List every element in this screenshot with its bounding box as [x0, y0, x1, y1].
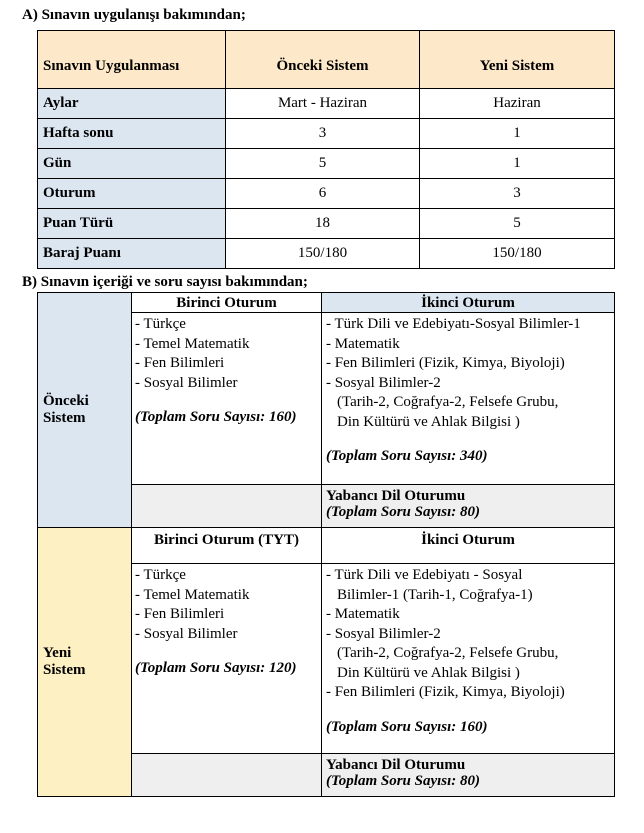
exam-application-table: [37, 30, 615, 269]
old-system-label: [38, 293, 132, 528]
table-row: [38, 149, 615, 179]
old-value: 150/180: [226, 239, 420, 269]
header-application: Sınavın Uygulanması: [38, 31, 226, 89]
list-item: - Matematik: [326, 335, 400, 352]
old-value: Mart - Haziran: [226, 89, 420, 119]
new-first-total: (Toplam Soru Sayısı: 120): [135, 660, 297, 676]
old-foreign-title: Yabancı Dil Oturumu: [326, 488, 466, 504]
list-item: Din Kültürü ve Ahlak Bilgisi ): [337, 413, 520, 430]
list-item: - Fen Bilimleri: [135, 355, 225, 371]
old-system-line1: Önceki: [43, 393, 89, 409]
new-value: 1: [420, 149, 615, 179]
list-item: - Matematik: [326, 606, 400, 622]
list-item: - Türkçe: [135, 316, 186, 332]
new-value: 5: [420, 209, 615, 239]
new-system-line1: Yeni: [43, 645, 72, 661]
new-system-line2: Sistem: [43, 662, 86, 678]
old-second-total: (Toplam Soru Sayısı: 340): [326, 448, 488, 464]
list-item: - Sosyal Bilimler: [135, 374, 238, 391]
old-foreign-empty: [132, 485, 322, 528]
row-label: Oturum: [38, 179, 226, 209]
exam-content-table: [37, 292, 615, 797]
table-row: [38, 89, 615, 119]
list-item: - Temel Matematik: [135, 335, 250, 352]
list-item: - Sosyal Bilimler-2: [326, 374, 441, 391]
new-first-session-content: [132, 564, 322, 754]
list-item: - Sosyal Bilimler-2: [326, 625, 441, 642]
list-item: Bilimler-1 (Tarih-1, Coğrafya-1): [337, 586, 533, 603]
old-first-total: (Toplam Soru Sayısı: 160): [135, 409, 297, 425]
list-item: - Fen Bilimleri (Fizik, Kimya, Biyoloji): [326, 355, 565, 371]
old-second-session-header: İkinci Oturum: [322, 293, 615, 313]
row-label: Hafta sonu: [38, 119, 226, 149]
table-row: [38, 209, 615, 239]
old-value: 6: [226, 179, 420, 209]
new-foreign-empty: [132, 754, 322, 797]
old-value: 3: [226, 119, 420, 149]
old-first-session-content: [132, 313, 322, 485]
old-foreign-language-cell: [322, 485, 615, 528]
new-foreign-language-cell: [322, 754, 615, 797]
list-item: - Temel Matematik: [135, 586, 250, 603]
table-row: [38, 119, 615, 149]
row-label: Gün: [38, 149, 226, 179]
section-a-heading: A) Sınavın uygulanışı bakımından;: [22, 7, 246, 23]
new-header-row: [38, 528, 615, 564]
old-system-line2: Sistem: [43, 410, 86, 426]
list-item: - Fen Bilimleri (Fizik, Kimya, Biyoloji): [326, 684, 565, 700]
header-new-system: Yeni Sistem: [420, 31, 615, 89]
list-item: - Türk Dili ve Edebiyatı-Sosyal Bilimler-1: [326, 316, 581, 332]
list-item: - Sosyal Bilimler: [135, 625, 238, 642]
row-label: Baraj Puanı: [38, 239, 226, 269]
table-row: [38, 239, 615, 269]
new-foreign-title: Yabancı Dil Oturumu: [326, 757, 466, 773]
list-item: Din Kültürü ve Ahlak Bilgisi ): [337, 664, 520, 681]
new-value: Haziran: [420, 89, 615, 119]
new-second-total: (Toplam Soru Sayısı: 160): [326, 718, 488, 735]
table-row: [38, 179, 615, 209]
new-value: 1: [420, 119, 615, 149]
new-first-session-header: Birinci Oturum (TYT): [132, 528, 322, 564]
old-second-session-content: [322, 313, 615, 485]
list-item: - Türk Dili ve Edebiyatı - Sosyal: [326, 567, 523, 583]
row-label: Puan Türü: [38, 209, 226, 239]
list-item: (Tarih-2, Coğrafya-2, Felsefe Grubu,: [337, 645, 559, 661]
old-value: 5: [226, 149, 420, 179]
new-system-label: [38, 528, 132, 797]
list-item: - Türkçe: [135, 567, 186, 583]
new-second-session-header: İkinci Oturum: [322, 528, 615, 564]
row-label: Aylar: [38, 89, 226, 119]
new-value: 150/180: [420, 239, 615, 269]
old-first-session-header: Birinci Oturum: [132, 293, 322, 313]
header-old-system: Önceki Sistem: [226, 31, 420, 89]
list-item: - Fen Bilimleri: [135, 606, 225, 622]
old-header-row: [38, 293, 615, 313]
new-second-session-content: [322, 564, 615, 754]
old-foreign-total: (Toplam Soru Sayısı: 80): [326, 504, 481, 520]
table-header-row: [38, 31, 615, 89]
list-item: (Tarih-2, Coğrafya-2, Felsefe Grubu,: [337, 394, 559, 410]
old-value: 18: [226, 209, 420, 239]
new-value: 3: [420, 179, 615, 209]
new-foreign-total: (Toplam Soru Sayısı: 80): [326, 773, 481, 789]
section-b-heading: B) Sınavın içeriği ve soru sayısı bakımından;: [22, 274, 308, 290]
